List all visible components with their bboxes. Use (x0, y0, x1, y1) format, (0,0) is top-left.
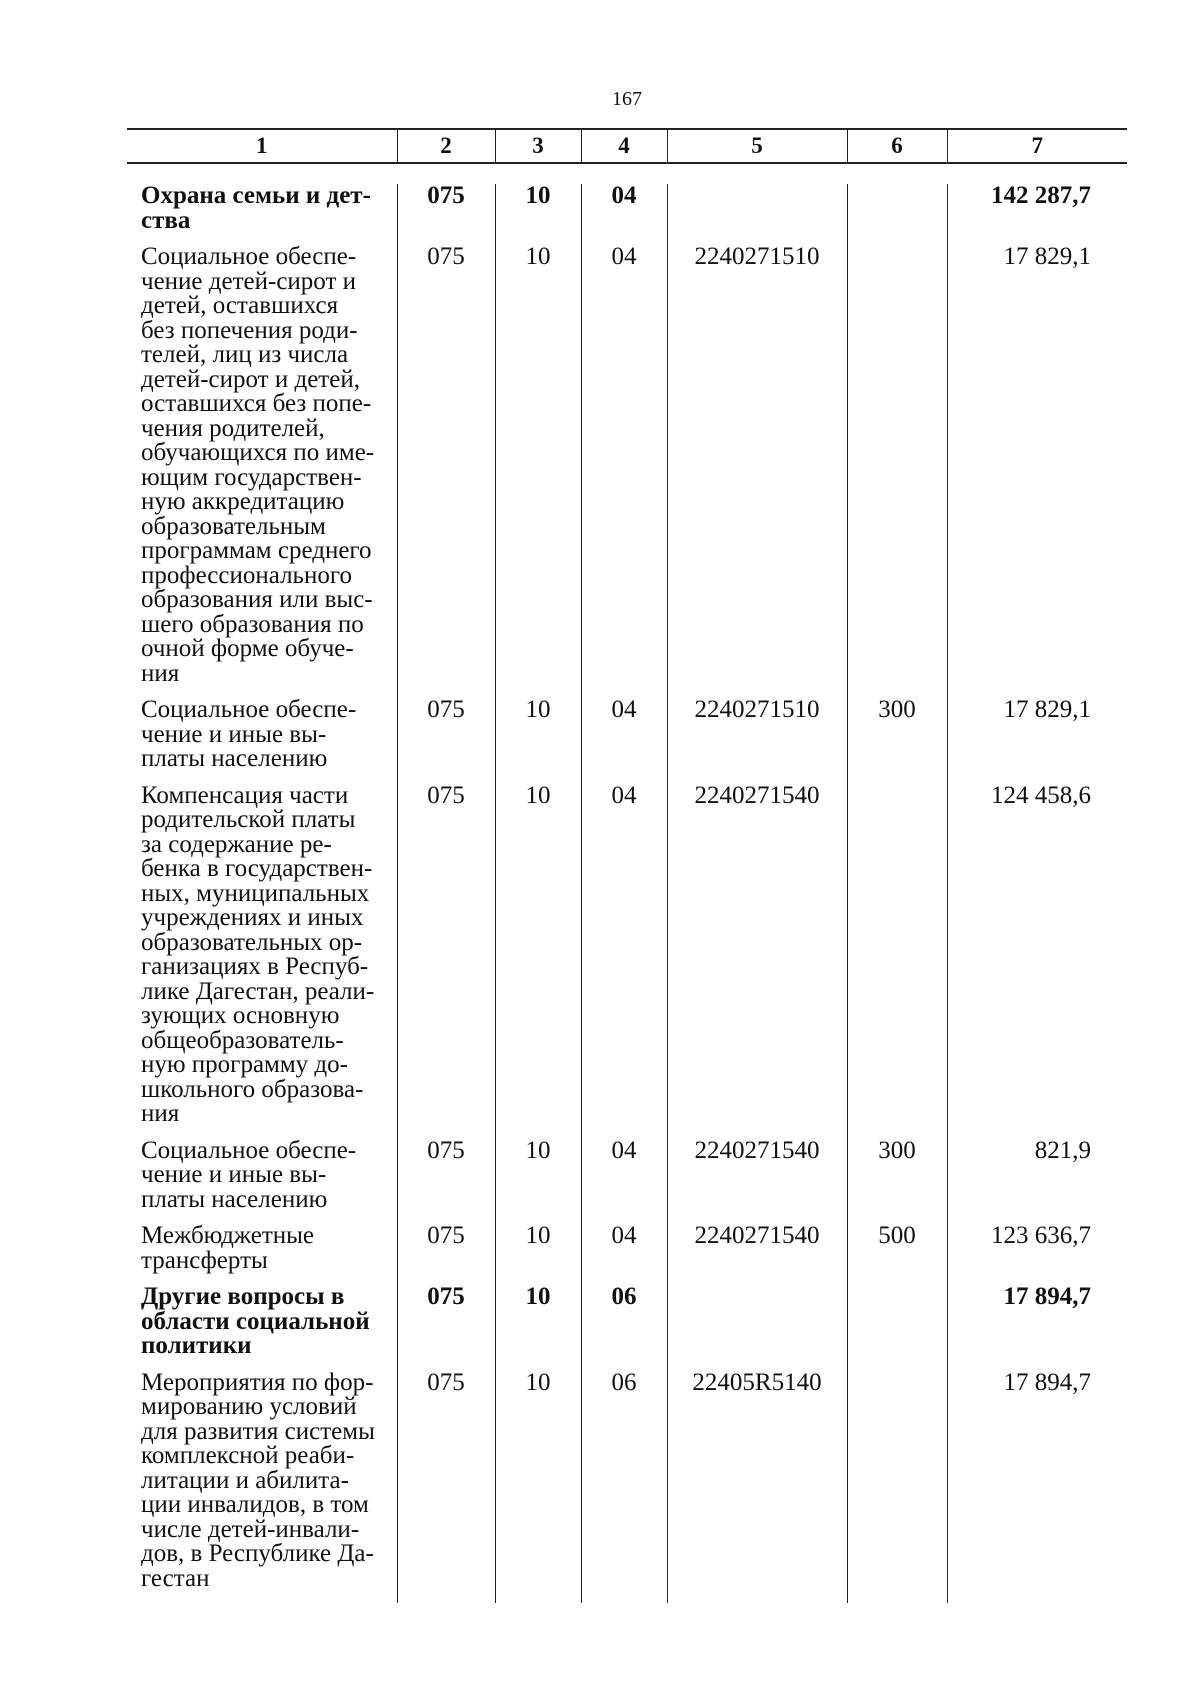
target-article-cell: 2240271510 (667, 245, 847, 698)
row-title-line: литации и абилита- (141, 1466, 349, 1494)
header-cell-6: 6 (847, 129, 947, 163)
row-title-line: общеобразователь- (141, 1026, 344, 1054)
agency-code-cell: 075 (397, 698, 495, 784)
amount-cell: 17 894,7 (947, 1285, 1127, 1371)
header-cell-3: 3 (495, 129, 581, 163)
row-title-line: ния (141, 1100, 180, 1127)
section-code-cell: 10 (495, 245, 581, 698)
row-title-line: оставшихся без попе- (141, 390, 372, 417)
row-title-line: ных, муниципальных (141, 879, 370, 907)
table-row (127, 1224, 1127, 1285)
expense-type-cell: 500 (847, 1224, 947, 1285)
row-title-line: бенка в государствен- (141, 855, 373, 882)
header-cell-2: 2 (397, 129, 495, 163)
row-title-line: трансферты (141, 1246, 268, 1274)
row-title-line: детей-сирот и детей, (141, 365, 360, 393)
row-title-line: без попечения роди- (141, 316, 358, 344)
row-title-line: дов, в Республике Да- (141, 1540, 374, 1567)
section-code-cell: 10 (495, 1285, 581, 1371)
amount-cell: 142 287,7 (947, 184, 1127, 245)
agency-code-cell: 075 (397, 1371, 495, 1604)
row-title-cell (127, 698, 397, 784)
row-title-line: ства (141, 206, 191, 234)
row-title-line: профессионального (141, 561, 352, 589)
expense-type-cell (847, 245, 947, 698)
table-row (127, 184, 1127, 245)
row-title-line: детей, оставшихся (141, 292, 339, 319)
row-title-line: зующих основную (141, 1002, 340, 1029)
row-title-line: ющим государствен- (141, 463, 362, 491)
row-title-line: платы населению (141, 1185, 328, 1213)
row-title-line: платы населению (141, 745, 328, 772)
row-title-line: чение и иные вы- (141, 720, 327, 748)
row-title-cell (127, 184, 397, 245)
row-title-line: для развития системы (141, 1417, 375, 1445)
agency-code-cell: 075 (397, 1285, 495, 1371)
table-row (127, 698, 1127, 784)
page-number: 167 (612, 88, 642, 110)
header-row (127, 129, 1127, 163)
row-title-line: обучающихся по име- (141, 439, 375, 466)
agency-code-cell: 075 (397, 1139, 495, 1225)
row-title-line: Мероприятия по фор- (141, 1368, 374, 1396)
row-title-line: ную программу до- (141, 1051, 348, 1078)
row-title-line: числе детей-инвали- (141, 1515, 360, 1543)
row-title-cell (127, 245, 397, 698)
target-article-cell: 2240271510 (667, 698, 847, 784)
row-title-line: ния (141, 659, 180, 687)
agency-code-cell: 075 (397, 784, 495, 1139)
table-row (127, 245, 1127, 698)
table-row (127, 1285, 1127, 1371)
row-title-cell (127, 1285, 397, 1371)
header-cell-5: 5 (667, 129, 847, 163)
subsection-code-cell: 06 (581, 1371, 667, 1604)
target-article-cell: 2240271540 (667, 1224, 847, 1285)
subsection-code-cell: 04 (581, 245, 667, 698)
row-title-line: Компенсация части (141, 781, 349, 809)
table-row (127, 784, 1127, 1139)
row-title-line: школьного образова- (141, 1075, 364, 1103)
header-cell-7: 7 (947, 129, 1127, 163)
table-body (127, 184, 1127, 1603)
row-title-line: Охрана семьи и дет- (141, 182, 371, 209)
row-title-line: ную аккредитацию (141, 488, 345, 515)
row-title-line: политики (141, 1332, 252, 1359)
table-row (127, 1371, 1127, 1604)
row-title-line: Социальное обеспе- (141, 1136, 357, 1164)
expense-type-cell (847, 184, 947, 245)
expense-type-cell: 300 (847, 698, 947, 784)
target-article-cell: 2240271540 (667, 784, 847, 1139)
section-code-cell: 10 (495, 1139, 581, 1225)
subsection-code-cell: 04 (581, 184, 667, 245)
header-gap-row (127, 163, 1127, 184)
section-code-cell: 10 (495, 1371, 581, 1604)
section-code-cell: 10 (495, 1224, 581, 1285)
amount-cell: 17 829,1 (947, 245, 1127, 698)
section-code-cell: 10 (495, 184, 581, 245)
target-article-cell: 22405R5140 (667, 1371, 847, 1604)
subsection-code-cell: 06 (581, 1285, 667, 1371)
row-title-line: образования или выс- (141, 586, 373, 613)
row-title-cell (127, 1136, 397, 1225)
budget-table (127, 128, 1127, 1603)
row-title-line: Межбюджетные (141, 1222, 315, 1249)
row-title-cell (127, 1224, 397, 1285)
target-article-cell (667, 1285, 847, 1371)
target-article-cell (667, 184, 847, 245)
row-title-line: Социальное обеспе- (141, 696, 357, 723)
row-title-line: чения родителей, (141, 414, 325, 442)
expense-type-cell (847, 1285, 947, 1371)
row-title-line: ции инвалидов, в том (141, 1491, 369, 1518)
row-title-line: образовательным (141, 512, 326, 540)
row-title-line: родительской платы (141, 806, 356, 833)
agency-code-cell: 075 (397, 245, 495, 698)
section-code-cell: 10 (495, 784, 581, 1139)
row-title-line: Другие вопросы в (141, 1283, 345, 1310)
table-row (127, 1139, 1127, 1225)
row-title-line: программам среднего (141, 537, 372, 564)
row-title-line: области социальной (141, 1307, 370, 1335)
amount-cell: 17 829,1 (947, 698, 1127, 784)
amount-cell: 17 894,7 (947, 1371, 1127, 1604)
amount-cell: 124 458,6 (947, 784, 1127, 1139)
row-title-line: телей, лиц из числа (141, 341, 349, 368)
agency-code-cell: 075 (397, 184, 495, 245)
row-title-line: образовательных ор- (141, 928, 363, 956)
header-cell-4: 4 (581, 129, 667, 163)
subsection-code-cell: 04 (581, 784, 667, 1139)
row-title-line: учреждениях и иных (141, 904, 364, 931)
expense-type-cell (847, 784, 947, 1139)
row-title-line: чение детей-сирот и (141, 267, 357, 295)
subsection-code-cell: 04 (581, 698, 667, 784)
row-title-line: чение и иные вы- (141, 1161, 327, 1188)
row-title-line: шего образования по (141, 610, 364, 638)
subsection-code-cell: 04 (581, 1224, 667, 1285)
agency-code-cell: 075 (397, 1224, 495, 1285)
expense-type-cell: 300 (847, 1139, 947, 1225)
row-title-line: очной форме обуче- (141, 635, 354, 662)
amount-cell: 123 636,7 (947, 1224, 1127, 1285)
row-title-cell (127, 781, 397, 1139)
row-title-line: ганизациях в Респуб- (141, 953, 369, 980)
row-title-line: гестан (141, 1564, 210, 1592)
row-title-line: мированию условий (141, 1393, 357, 1420)
expense-type-cell (847, 1371, 947, 1604)
row-title-cell (127, 1368, 397, 1604)
row-title-line: за содержание ре- (141, 830, 332, 858)
amount-cell: 821,9 (947, 1139, 1127, 1225)
target-article-cell: 2240271540 (667, 1139, 847, 1225)
subsection-code-cell: 04 (581, 1139, 667, 1225)
row-title-line: лике Дагестан, реали- (141, 977, 375, 1005)
section-code-cell: 10 (495, 698, 581, 784)
row-title-line: Социальное обеспе- (141, 243, 357, 270)
header-cell-1: 1 (127, 129, 397, 163)
row-title-line: комплексной реаби- (141, 1442, 355, 1469)
